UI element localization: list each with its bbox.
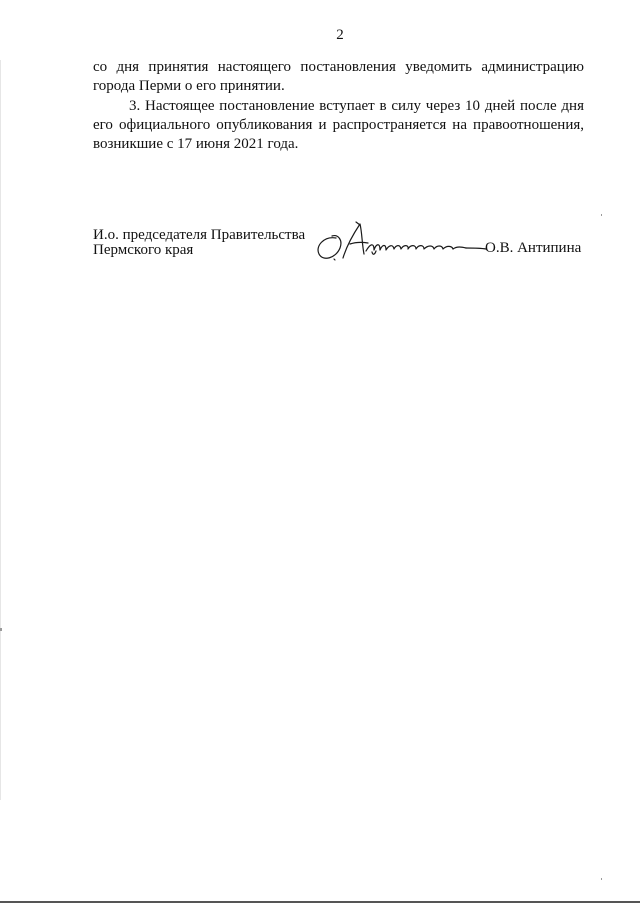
signatory-name: О.В. Антипина xyxy=(485,240,582,256)
signatory-position-line1: И.о. председателя Правительства xyxy=(93,227,306,243)
handwritten-signature xyxy=(310,218,495,268)
scan-mark xyxy=(0,628,2,631)
scan-border-bottom xyxy=(0,901,640,903)
scan-edge xyxy=(0,60,1,800)
signatory-position-line2: Пермского края xyxy=(93,242,194,258)
scan-mark xyxy=(601,214,602,216)
scan-mark xyxy=(601,878,602,880)
page-number: 2 xyxy=(336,27,344,43)
signatory-position xyxy=(93,228,305,258)
paragraph-effective-date: 3. Настоящее постановление вступает в силу через 10 дней после дня его официального опубликования и распространяется на правоотношения, возникшие с 17 июня 2021 года. xyxy=(93,98,584,152)
paragraph-continuation: со дня принятия настоящего постановления уведомить администрацию города Перми о его принятии. xyxy=(93,59,584,94)
